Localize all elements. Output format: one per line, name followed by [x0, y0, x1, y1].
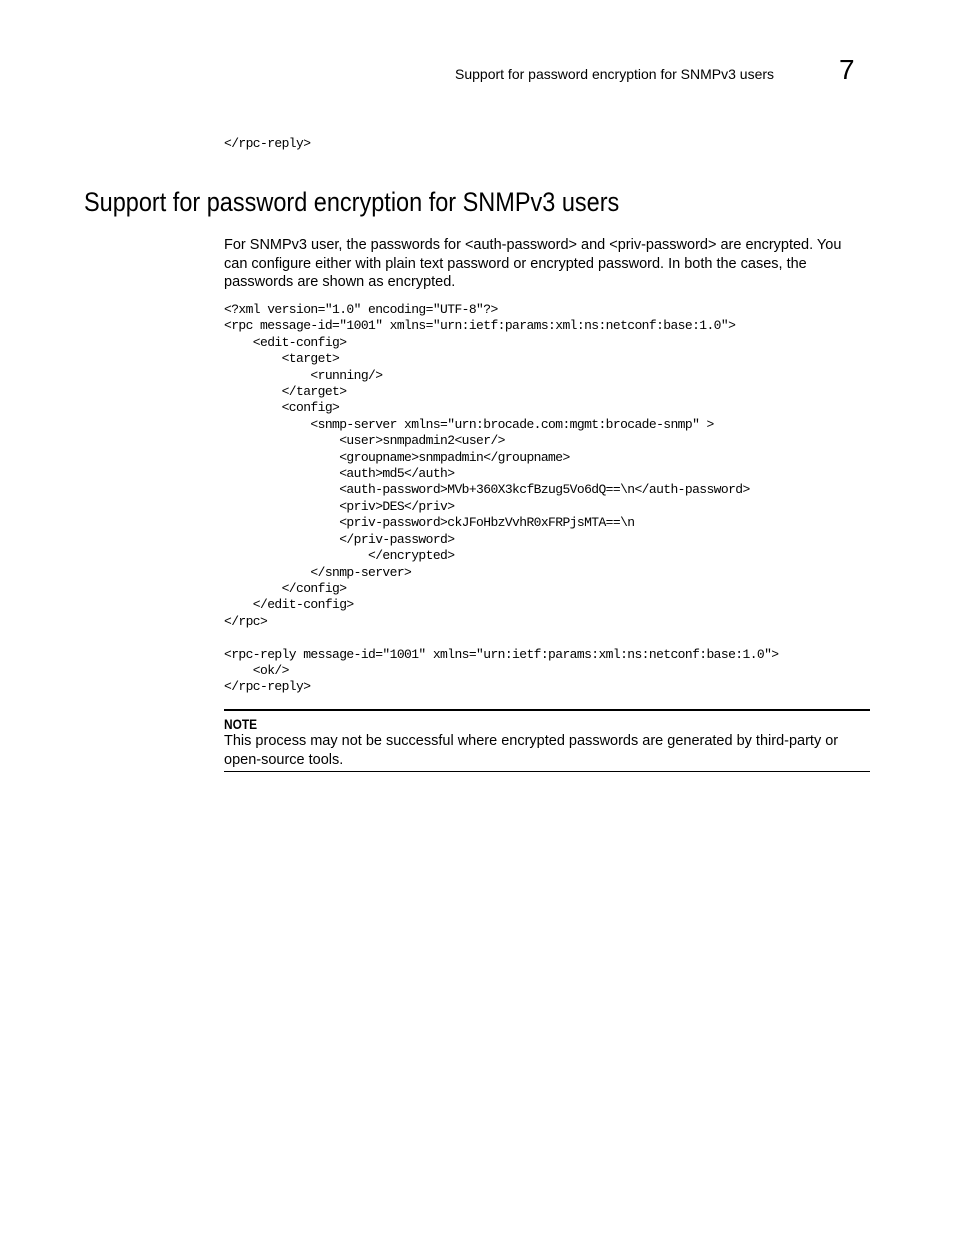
code-block-top: </rpc-reply> — [224, 136, 311, 151]
running-header: Support for password encryption for SNMPv3 users — [455, 66, 775, 82]
intro-paragraph: For SNMPv3 user, the passwords for <auth-password> and <priv-password> are encrypted. You can configure either with plain text password or encrypted password. In both the cases, the passwords are shown as encrypted. — [224, 237, 842, 290]
code-block-example: <?xml version="1.0" encoding="UTF-8"?> <rpc message-id="1001" xmlns="urn:ietf:params:xml:ns:netconf:base:1.0"> <edit-config> <target> <running/> </target> <config> <snmp-server xmlns="urn:brocade.com:mgmt:brocade-snmp" > <user>snmpadmin2<user/> <groupname>snmpadmin</groupname> <auth>md5</auth> <auth-password>MVb+360X3kcfBzug5Vo6dQ==\n</auth-password> <priv>DES</priv> <priv-password>ckJFoHbzVvhR0xFRPjsMTA==\n </priv-password> </encrypted> </snmp-server> </config> </edit-config> </rpc> <rpc-reply message-id="1001" xmlns="urn:ietf:params:xml:ns:netconf:base:1.0"> <ok/> </rpc-reply> — [224, 302, 779, 695]
chapter-number: 7 — [839, 54, 855, 85]
note-label: NOTE — [224, 716, 258, 732]
note-text: This process may not be successful where encrypted passwords are generated by third-party or open-source tools. — [224, 733, 839, 768]
note-box — [224, 709, 870, 772]
section-heading: Support for password encryption for SNMPv3 users — [84, 187, 620, 217]
